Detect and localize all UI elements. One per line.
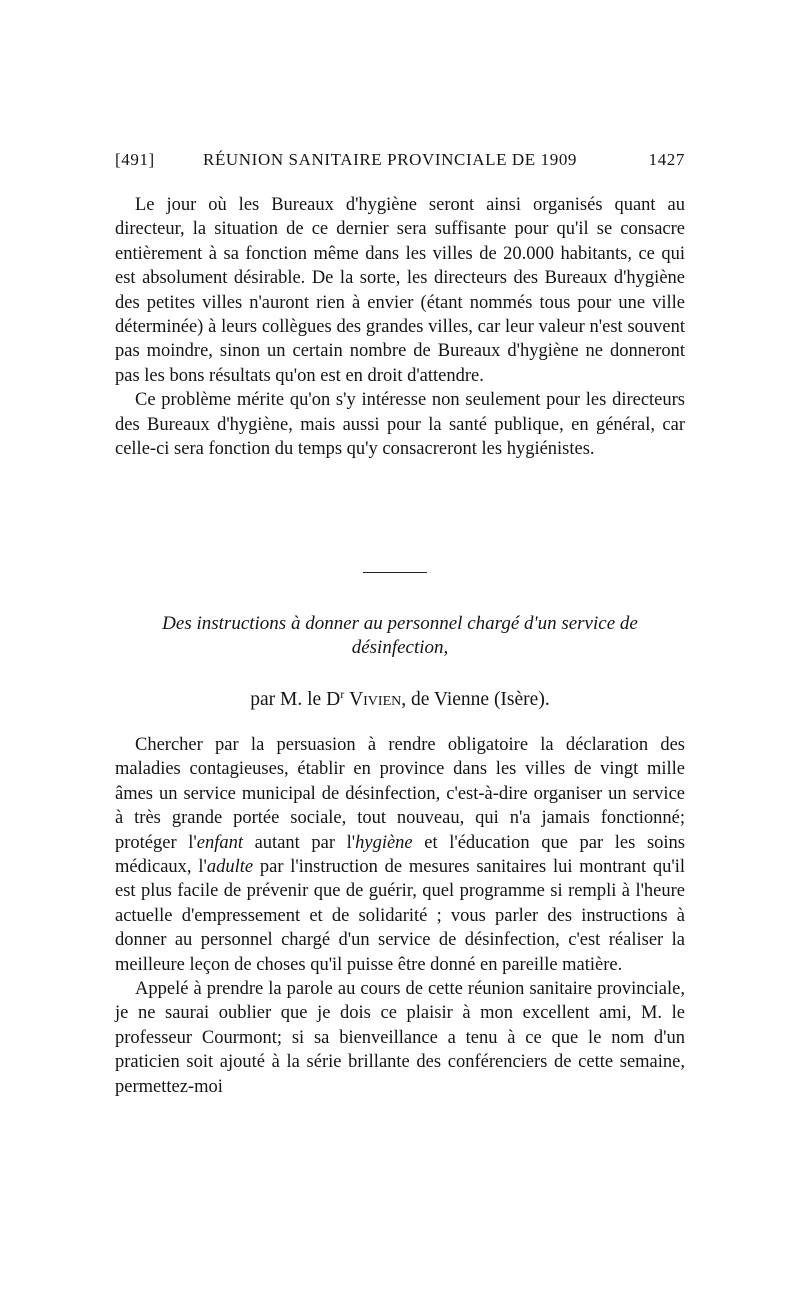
paragraph: Appelé à prendre la parole au cours de cette réunion sanitaire provinciale, je ne saurai oublier que je dois ce plaisir à mon excellent ami, M. le professeur Courmont; si sa bienveillance a tenu à ce que le nom d'un praticien soit ajouté à la série brillante des conférenciers de cette semaine, permettez-moi [115,979,685,1097]
author-superscript: r [340,687,345,701]
article-author [115,682,685,712]
article-body [115,733,685,1099]
section-text [115,193,685,461]
running-title: RÉUNION SANITAIRE PROVINCIALE DE 1909 [203,150,578,169]
emphasis: adulte [206,857,254,878]
emphasis: hygiène [355,832,413,853]
text-run: Chercher par la persuasion à rendre obligatoire la déclaration des maladies contagieuses, établir en province dans les villes de vingt mille âmes un service municipal de désinfection, c'est-à-dire organiser un service à très grande portée sociale, tout nouveau, qui n'a jamais fonctionné; protéger l' [115,735,685,853]
paragraph: Le jour où les Bureaux d'hygiène seront ainsi organisés quant au directeur, la situation de ce dernier sera suffisante pour qu'il se consacre entièrement à sa fonction même dans les villes de 20.000 habitants, ce qui est absolument désirable. De la sorte, les directeurs des Bureaux d'hygiène des petites villes n'auront rien à envier (étant nommés tous pour une ville déterminée) à leurs collègues des grandes villes, car leur valeur n'est souvent pas moindre, sinon un certain nombre de Bureaux d'hygiène ne donneront pas les bons résultats qu'on est en droit d'attendre. [115,195,685,386]
running-head [115,150,685,172]
author-prefix: par M. le D [250,689,341,710]
bracket-number: [491] [115,150,155,169]
text-run: autant par l' [242,832,356,853]
page-number: 1427 [648,150,685,169]
paragraph [115,733,685,977]
paragraph: Ce problème mérite qu'on s'y intéresse non seulement pour les directeurs des Bureaux d'hygiène, mais aussi pour la santé publique, en général, car celle-ci sera fonction du temps qu'y consacreront les hygiénistes. [115,390,685,460]
author-name: Vivien [349,689,402,710]
text-run: et l'éducation que par les soins médicaux, l' [115,832,685,878]
author-suffix: , de Vienne (Isère). [401,689,550,710]
text-run: par l'instruction de mesures sanitaires lui montrant qu'il est plus facile de prévenir que de guérir, quel programme si rempli à l'heure actuelle d'empressement et de solidarité ; vous parler des instructions à donner au personnel chargé d'un service de désinfection, c'est réaliser la meilleure leçon de choses qu'il puisse être donné en pareille matière. [115,857,686,975]
article-title: Des instructions à donner au personnel chargé d'un service de désinfection, [162,613,638,658]
section-divider [363,572,427,573]
emphasis: enfant [196,832,243,853]
